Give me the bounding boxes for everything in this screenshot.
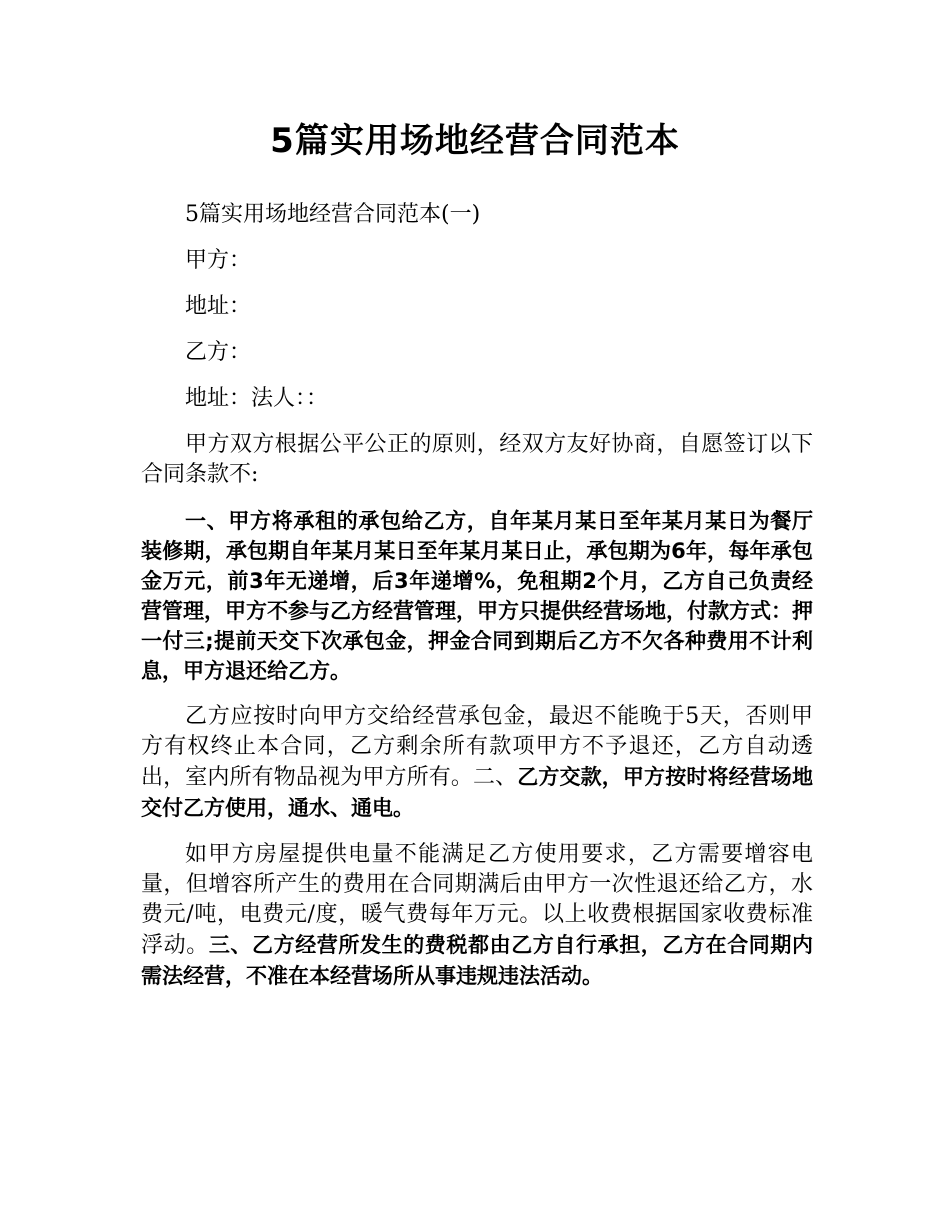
utilities-text: 如甲方房屋提供电量不能满足乙方使用要求，乙方需要增容电量，但增容所产生的费用在合同期满后由甲方一次性退还给乙方，水费元/吨，电费元/度，暖气费每年万元。以上收费根据国家收费标准浮动。	[141, 842, 813, 958]
payment-paragraph	[141, 702, 813, 824]
clause-2-text: 乙方交款，甲方按时将经营场地交付乙方使用，通水、通电。	[141, 765, 813, 820]
party-b-line: 乙方：	[185, 340, 252, 365]
clause-1-paragraph: 一、甲方将承租的承包给乙方，自年某月某日至年某月某日为餐厅装修期，承包期自年某月某日至年某月某日止，承包期为6年，每年承包金万元，前3年无递增，后3年递增%，免租期2个月，乙方自己负责经营管理，甲方不参与乙方经营管理，甲方只提供经营场地，付款方式：押一付三;提前天交下次承包金，押金合同到期后乙方不欠各种费用不计利息，甲方退还给乙方。	[141, 509, 813, 683]
address-a-line: 地址：	[185, 294, 252, 319]
document-body	[141, 200, 813, 1008]
clause-3-text: 三、乙方经营所发生的费税都由乙方自行承担，乙方在合同期内需法经营，不准在本经营场所从事违规违法活动。	[141, 933, 813, 988]
contract-subtitle: 5篇实用场地经营合同范本(一)	[185, 202, 481, 227]
intro-paragraph: 甲方双方根据公平公正的原则，经双方友好协商，自愿签订以下合同条款不:	[141, 432, 813, 487]
address-b-line: 地址：法人：：	[185, 386, 329, 411]
party-a-line: 甲方：	[185, 248, 252, 273]
payment-text: 乙方应按时向甲方交给经营承包金，最迟不能晚于5天，否则甲方有权终止本合同，乙方剩余所有款项甲方不予退还，乙方自动透出，室内所有物品视为甲方所有。二、	[141, 704, 813, 790]
document-title: 5篇实用场地经营合同范本	[270, 121, 680, 161]
utilities-paragraph	[141, 840, 813, 992]
